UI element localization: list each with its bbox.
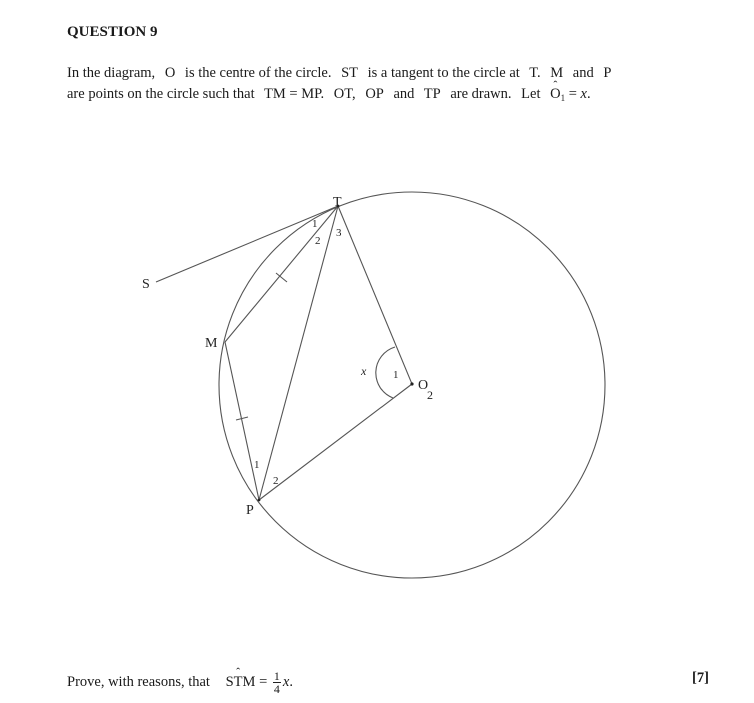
radius-ot bbox=[338, 206, 412, 384]
point-t-ref: T. bbox=[529, 65, 541, 81]
marks-allocation: [7] bbox=[692, 670, 709, 686]
angle-label-o1: 1 bbox=[393, 369, 399, 381]
point-p-ref: P bbox=[603, 65, 612, 81]
text: are points on the circle such that bbox=[67, 86, 255, 102]
label-o: O bbox=[418, 378, 429, 393]
text: is the centre of the circle. bbox=[184, 65, 332, 81]
chord-tm bbox=[225, 206, 338, 342]
radius-op bbox=[259, 384, 412, 500]
chord-tp bbox=[259, 206, 338, 500]
segment-op-ref: OP bbox=[365, 86, 384, 102]
segment-st-ref: ST bbox=[341, 65, 359, 81]
angle-label-p2: 2 bbox=[273, 475, 279, 487]
equals-sign: = bbox=[255, 673, 271, 690]
point-o-dot bbox=[410, 382, 413, 385]
text: are drawn. bbox=[450, 86, 512, 102]
period: . bbox=[586, 86, 591, 102]
fraction-one-quarter bbox=[273, 670, 281, 695]
text: Let bbox=[521, 86, 541, 102]
angle-label-t1: 1 bbox=[312, 218, 318, 230]
variable-x: x bbox=[580, 86, 587, 102]
angle-label-x: x bbox=[361, 364, 367, 378]
angle-stm-symbol: Sˆ TM bbox=[226, 674, 256, 690]
segment-ot-ref: OT, bbox=[333, 86, 356, 102]
label-t: T bbox=[333, 195, 342, 210]
prove-text: Prove, with reasons, that bbox=[67, 673, 210, 690]
equals-sign: = bbox=[568, 86, 581, 102]
label-m: M bbox=[205, 336, 218, 351]
point-m-ref: M bbox=[550, 65, 564, 81]
point-o-ref: O bbox=[164, 65, 176, 81]
label-o-sub: 2 bbox=[427, 388, 433, 402]
angle-label-t2: 2 bbox=[315, 235, 321, 247]
angle-label-t3: 3 bbox=[336, 227, 342, 239]
text: is a tangent to the circle at bbox=[367, 65, 520, 81]
text: and bbox=[572, 65, 594, 81]
label-s: S bbox=[142, 277, 150, 292]
text: In the diagram, bbox=[67, 65, 156, 81]
angle-subscript: 1 bbox=[560, 93, 566, 103]
text: and bbox=[393, 86, 415, 102]
point-p-dot bbox=[258, 499, 261, 502]
fraction-numerator: 1 bbox=[273, 669, 280, 683]
angle-letter: O bbox=[550, 86, 561, 102]
question-title: QUESTION 9 bbox=[67, 24, 158, 40]
equality-tm-mp: TM = MP. bbox=[264, 86, 325, 102]
tangent-st bbox=[156, 206, 338, 282]
variable-x: x bbox=[282, 673, 290, 690]
segment-tp-ref: TP bbox=[423, 86, 441, 102]
period: . bbox=[289, 673, 293, 690]
prove-statement bbox=[67, 670, 293, 695]
label-p: P bbox=[246, 503, 254, 518]
fraction-denominator: 4 bbox=[273, 682, 280, 696]
angle-label-p1: 1 bbox=[254, 459, 260, 471]
